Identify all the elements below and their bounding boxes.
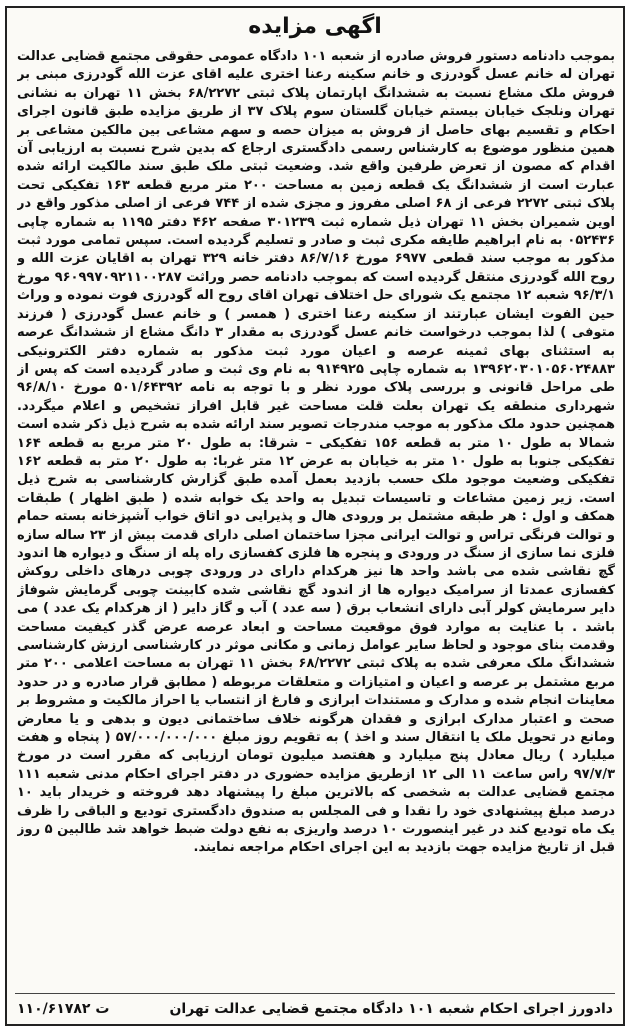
footer-divider bbox=[15, 993, 615, 994]
notice-code: ۱۱۰/۶۱۷۸۲ ت bbox=[17, 1001, 110, 1017]
notice-footer bbox=[17, 998, 613, 1020]
notice-body: بموجب دادنامه دستور فروش صادره از شعبه ۱۰۱ دادگاه عمومی حقوقی مجتمع قضایی عدالت تهران له خانم عسل گودرزی و خانم سکینه رعنا اختری علیه اقای عزت الله گودرزی مبنی بر فروش ملک مشاع نسبت به ششدانگ اپارتمان پلاک ثبتی ۶۸/۲۲۷۲ بخش ۱۱ تهران به نشانی تهران ونلجک خیابان بیستم خیابان گلستان سوم پلاک ۳۷ از طریق مزایده طبق قانون اجرای احکام و تقسیم بهای حاصل از فروش به میزان حصه و سهم مشاعی بین مالکین مشاعی بر همین منظور موضوع به کارشناس رسمی دادگستری ارجاع که بدین شرح نسبت به ارزیابی آن اقدام که مصون از تعرض طرفین واقع شد. وضعیت ثبتی ملک طبق سند مالکیت ارائه شده عبارت است از ششدانگ یک قطعه زمین به مساحت ۲۰۰ متر مربع قطعه ۱۶۳ تفکیکی تحت پلاک ثبتی ۲۲۷۲ فرعی از ۶۸ اصلی مفروز و مجزی شده از ۷۴۴ فرعی از اصلی مذکور واقع در اوین شمیران بخش ۱۱ تهران ذیل شماره ثبت ۳۰۱۲۳۹ صفحه ۴۶۲ دفتر ۱۱۹۵ به شماره چاپی ۰۵۲۴۳۶ به نام ابراهیم طایفه مکری ثبت و صادر و تسلیم گردیده است. سپس تمامی مورد ثبت مذکور به موجب سند قطعی ۶۹۷۷ مورخ ۸۶/۷/۱۶ دفتر خانه ۳۲۹ تهران به اقایان عزت الله و روح الله گودرزی منتقل گردیده است که بموجب دادنامه حصر وراثت ۹۶۰۹۹۷۰۹۲۱۱۰۰۲۸۷ مورخ ۹۶/۳/۱ شعبه ۱۲ مجتمع یک شورای حل اختلاف تهران اقای روح اله گودرزی فوت نموده و وراث حین الفوت ایشان عبارتند از سکینه رعنا اختری ( همسر ) و خانم عسل گودرزی ( فرزند متوفی ) لذا بموجب درخواست خانم عسل گودرزی به مقدار ۳ دانگ مشاع از ششدانگ عرصه به استثنای بهای ثمینه عرصه و اعیان مورد ثبت مذکور به شماره دفتر الکترونیکی ۱۳۹۶۲۰۳۰۱۰۵۶۰۲۴۸۸۳ به شماره چاپی ۹۱۴۹۲۵ به نام وی ثبت و صادر گردیده است که پس از طی مراحل قانونی و بررسی پلاک مورد نظر و با توجه به نامه ۵۰۱/۶۴۳۹۲ مورخ ۹۶/۸/۱۰ شهرداری منطقه یک تهران بعلت قلت مساحت غیر قابل افراز تشخیص و اعلام میگردد. همچنین حدود ملک مذکور به موجب مندرجات تصویر سند ارائه شده به شرح ذیل ذکر شده است شمالا به طول ۱۰ متر به قطعه ۱۵۶ تفکیکی – شرقا: به طول ۲۰ متر مربع به قطعه ۱۶۴ تفکیکی جنوبا به طول ۱۰ متر به خیابان به عرض ۱۲ متر غربا: به طول ۲۰ متر به قطعه ۱۶۲ تفکیکی وضعیت موجود ملک حسب بازدید بعمل آمده طبق گزارش کارشناسی به شرح ذیل است. زیر زمین مشاعات و تاسیسات تبدیل به واحد یک خوابه شده ( طبق اظهار ) طبقات همکف و اول : هر طبقه مشتمل بر ورودی هال و پذیرایی دو اتاق خواب آشپزخانه بسته حمام و توالت فرنگی تراس و توالت ایرانی مجزا ساختمان اصلی دارای قدمت بیش از ۲۳ ساله سازه فلزی نما سازی از سنگ در ورودی و پنجره ها فلزی کفسازی راه پله از سنگ و دیواره ها اندود گچ نقاشی شده می باشد واحد ها نیز هرکدام دارای در ورودی چوبی درهای داخلی روکش کفسازی عمدتا از سرامیک دیواره ها از اندود گچ نقاشی شده کابینت چوبی گرمایش شوفاژ دایر سرمایش کولر آبی دارای انشعاب برق ( سه عدد ) آب و گاز دایر ( از هرکدام یک عدد ) می باشد . با عنایت به موارد فوق موقعیت مساحت و ابعاد عرصه عرض گذر کیفیت مساحت وقدمت بنای موجود و لحاظ سایر عوامل زمانی و مکانی موثر در کارشناسی ارزش کارشناسی ششدانگ ملک معرفی شده به پلاک ثبتی ۶۸/۲۲۷۲ بخش ۱۱ تهران به مساحت اعلامی ۲۰۰ متر مربع مشتمل بر عرصه و اعیان و امتیازات و متعلقات مربوطه ( مطابق قرار صادره و در حدود معاینات انجام شده و مدارک و مستندات ابرازی و فارغ از انتساب یا احراز مالکیت و مشروط بر صحت و اعتبار مدارک ابرازی و فقدان هرگونه خلاف ساختمانی دیون و بدهی و یا معارض ومانع در تحویل ملک یا انتقال سند و اخذ ) به تقویم روز مبلغ ۵۷/۰۰۰/۰۰۰/۰۰۰ ( پنجاه و هفت میلیارد ) ریال معادل پنج میلیارد و هفتصد میلیون تومان ارزیابی که مقرر است در مورخ ۹۷/۷/۳ راس ساعت ۱۱ الی ۱۲ ازطریق مزایده حضوری در دفتر اجرای احکام مدنی شعبه ۱۱۱ مجتمع قضایی عدالت به شخصی که بالاترین مبلغ را پیشنهاد دهد فروخته و خریدار باید ۱۰ درصد مبلغ پیشنهادی خود را نقدا و فی المجلس به صندوق دادگستری تودیع و الباقی را ظرف یک ماه تودیع کند در غیر اینصورت ۱۰ درصد واریزی به نفع دولت ضبط خواهد شد طالبین ۵ روز قبل از تاریخ مزایده جهت بازدید به این اجرای احکام مراجعه نمایند. bbox=[17, 49, 615, 856]
notice-title: اگهی مزایده bbox=[248, 14, 382, 39]
signature-line: دادورز اجرای احکام شعبه ۱۰۱ دادگاه مجتمع قضایی عدالت تهران bbox=[169, 1001, 613, 1017]
auction-notice bbox=[5, 6, 625, 1026]
